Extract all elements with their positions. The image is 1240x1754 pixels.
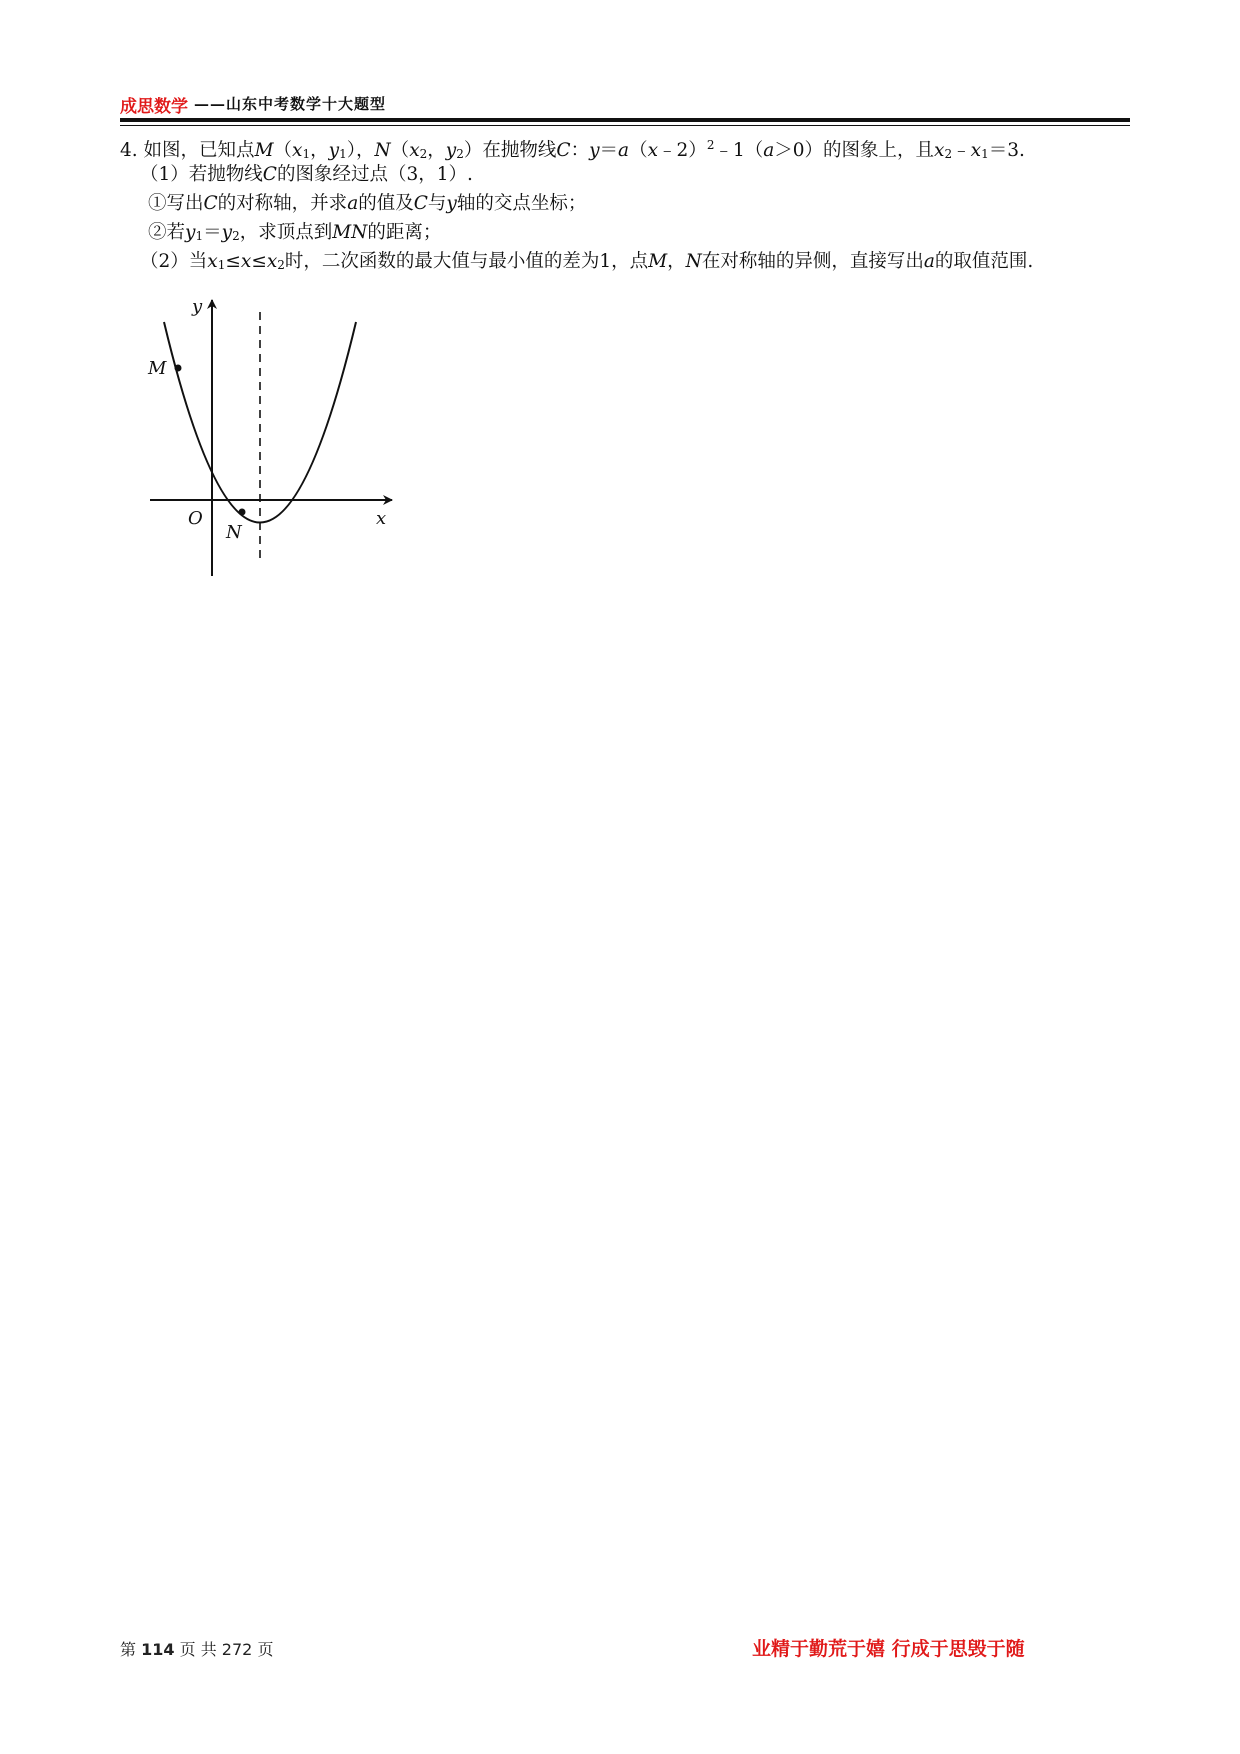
header-subtitle: ——山东中考数学十大题型	[194, 95, 387, 113]
question-2: ②若y1＝y2，求顶点到MN的距离；	[148, 222, 442, 243]
N-label: N	[226, 522, 242, 543]
footer-motto: 业精于勤荒于嬉 行成于思毁于随	[752, 1638, 1025, 1660]
problem-text	[120, 131, 1130, 276]
M-label: M	[148, 358, 167, 379]
point-N	[239, 509, 246, 516]
part-2: （2）当x1≤x≤x2时，二次函数的最大值与最小值的差为1，点M，N在对称轴的异侧，直接写出a的取值范围.	[140, 251, 1034, 272]
brand-title: 成思数学	[120, 97, 188, 117]
parabola-diagram	[140, 290, 410, 590]
point-M	[175, 365, 182, 372]
origin-label: O	[188, 508, 203, 529]
parabola-figure	[140, 290, 410, 590]
problem-statement: 4. 如图，已知点M（x1，y1），N（x2，y2）在抛物线C：y＝a（x﹣2）$^2$﹣1（a＞0）的图象上，且x2﹣x1＝3.	[120, 138, 1025, 161]
part-1: （1）若抛物线C的图象经过点（3，1）.	[140, 164, 473, 185]
question-1: ①写出C的对称轴，并求a的值及C与y轴的交点坐标；	[148, 193, 587, 214]
parabola-curve	[164, 322, 356, 523]
header-rule-thick	[120, 118, 1130, 122]
page-number: 第 114 页 共 272 页	[120, 1640, 274, 1659]
x-axis-label: x	[376, 508, 387, 529]
y-axis-label: y	[192, 296, 203, 317]
header-rule-thin	[120, 125, 1130, 126]
